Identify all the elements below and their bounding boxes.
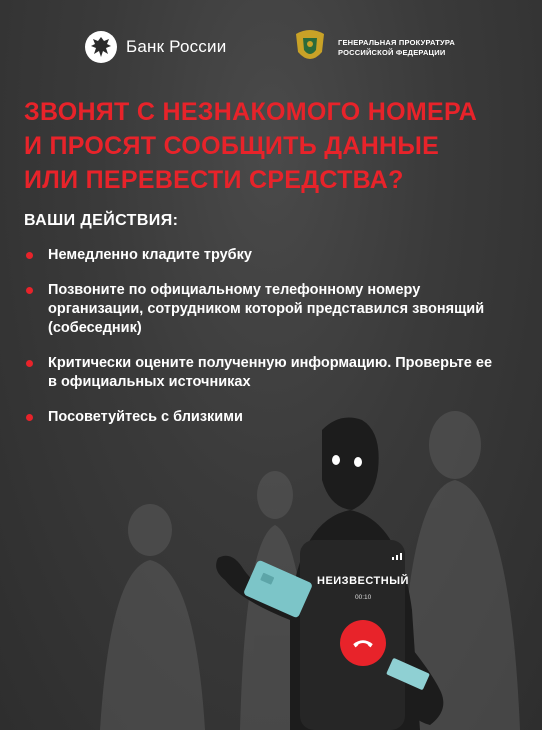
prosecutor-line2: РОССИЙСКОЙ ФЕДЕРАЦИИ xyxy=(338,48,446,57)
bullet-icon xyxy=(26,360,33,367)
header xyxy=(0,0,542,80)
list-item xyxy=(24,354,504,392)
end-call-button[interactable] xyxy=(340,620,386,666)
bank-name: Банк России xyxy=(126,37,227,56)
headline-line1: ЗВОНЯТ С НЕЗНАКОМОГО НОМЕРА xyxy=(24,98,478,126)
caller-name: НЕИЗВЕСТНЫЙ xyxy=(317,575,409,587)
prosecutor-logo xyxy=(292,28,478,68)
bank-of-russia-logo xyxy=(84,30,226,64)
actions-title: ВАШИ ДЕЙСТВИЯ: xyxy=(24,212,179,229)
fraudster-illustration xyxy=(0,400,542,730)
list-item-text: Немедленно кладите трубку xyxy=(48,247,252,263)
list-item-text: Позвоните по официальному телефонному номеру организации, сотрудником которой представился звонящий (собеседник) xyxy=(48,282,485,336)
list-item xyxy=(24,281,504,338)
double-headed-eagle-icon xyxy=(84,30,118,64)
headline xyxy=(24,95,524,197)
headline-line2: И ПРОСЯТ СООБЩИТЬ ДАННЫЕ xyxy=(24,132,440,160)
bullet-icon xyxy=(26,252,33,259)
headline-line3: ИЛИ ПЕРЕВЕСТИ СРЕДСТВА? xyxy=(24,166,404,194)
prosecutor-line1: ГЕНЕРАЛЬНАЯ ПРОКУРАТУРА xyxy=(338,38,456,47)
bullet-icon xyxy=(26,287,33,294)
prosecutor-name xyxy=(338,38,478,58)
list-item-text: Посоветуйтесь с близкими xyxy=(48,409,243,425)
list-item-text: Критически оцените полученную информацию. Проверьте ее в официальных источниках xyxy=(48,355,493,390)
coat-of-arms-icon xyxy=(292,28,328,68)
list-item xyxy=(24,246,504,265)
call-duration: 00:10 xyxy=(355,594,372,601)
phone-hangup-icon xyxy=(350,630,376,656)
signal-icon xyxy=(392,552,406,560)
